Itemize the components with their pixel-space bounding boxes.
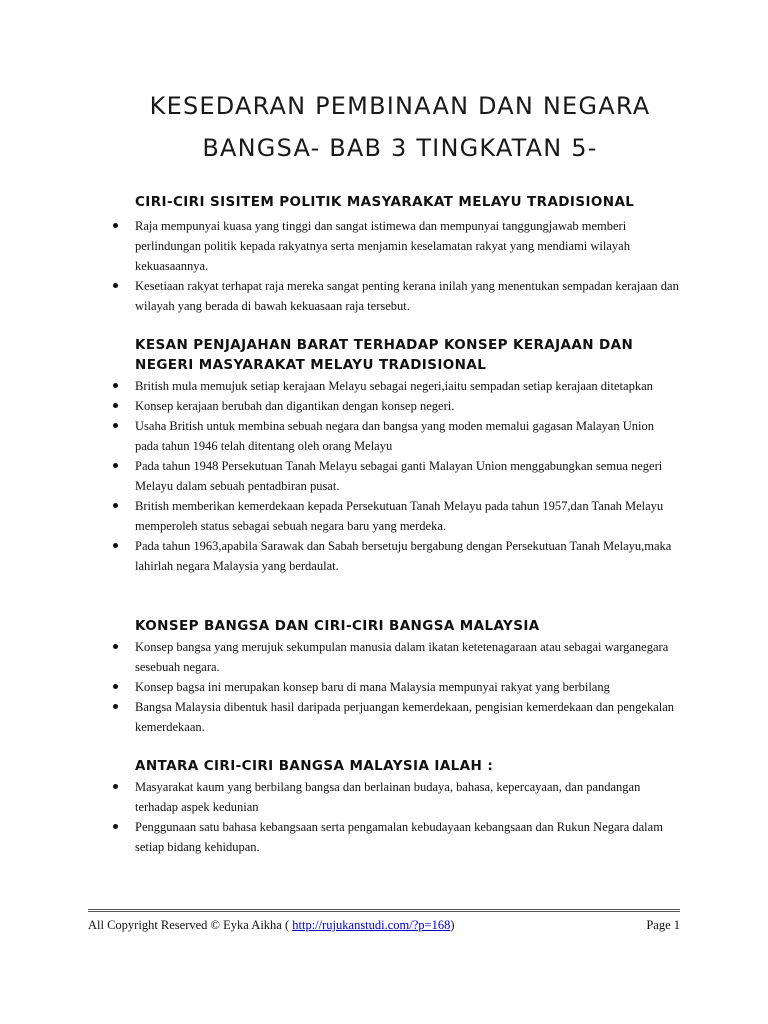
list-item: Konsep kerajaan berubah dan digantikan dengan konsep negeri. [0,396,768,416]
list-item: Konsep bangsa yang merujuk sekumpulan manusia dalam ikatan ketetenagaraan atau sebagai warganegara sesebuah negara. [0,637,768,677]
bullet-list-nation-concept [0,637,768,737]
list-item: Konsep bagsa ini merupakan konsep baru di mana Malaysia mempunyai rakyat yang berbilang [0,677,768,697]
page-footer [88,916,680,934]
document-title-line-1: KESEDARAN PEMBINAAN DAN NEGARA [149,92,651,120]
bullet-icon [113,824,118,829]
list-item: Pada tahun 1948 Persekutuan Tanah Melayu sebagai ganti Malayan Union menggabungkan semua negeri Melayu dalam sebuah pentadbiran pusat. [0,456,768,496]
list-item: Bangsa Malaysia dibentuk hasil daripada perjuangan kemerdekaan, pengisian kemerdekaan dan pengekalan kemerdekaan. [0,697,768,737]
bullet-icon [113,283,118,288]
bullet-icon [113,704,118,709]
bullet-icon [113,383,118,388]
list-item: Usaha British untuk membina sebuah negara dan bangsa yang moden memalui gagasan Malayan Union pada tahun 1946 telah ditentang oleh orang Melayu [0,416,768,456]
list-item: Penggunaan satu bahasa kebangsaan serta pengamalan kebudayaan kebangsaan dan Rukun Negara dalam setiap bidang kehidupan. [0,817,768,857]
list-item: Kesetiaan rakyat terhapat raja mereka sangat penting kerana inilah yang menentukan sempadan kerajaan dan wilayah yang berada di bawah kekuasaan raja tersebut. [0,276,768,316]
page-number: Page 1 [646,918,680,932]
section-heading-western-colonisation: KESAN PENJAJAHAN BARAT TERHADAP KONSEP KERAJAAN DAN NEGERI MASYARAKAT MELAYU TRADISIONAL [135,337,634,373]
section-heading-malaysian-traits: ANTARA CIRI-CIRI BANGSA MALAYSIA IALAH : [135,758,494,774]
bullet-icon [113,223,118,228]
document-title-line-2: BANGSA- BAB 3 TINGKATAN 5- [202,134,598,162]
list-item: Masyarakat kaum yang berbilang bangsa dan berlainan budaya, bahasa, kepercayaan, dan pandangan terhadap aspek kedunian [0,777,768,817]
bullet-list-western-colonisation [0,376,768,576]
list-item: Pada tahun 1963,apabila Sarawak dan Sabah bersetuju bergabung dengan Persekutuan Tanah Melayu,maka lahirlah negara Malaysia yang berdaulat. [0,536,768,576]
source-link[interactable]: http://rujukanstudi.com/?p=168 [292,918,451,932]
bullet-icon [113,684,118,689]
bullet-list-political-system [0,216,768,316]
copyright-suffix: ) [450,918,455,932]
copyright-text: All Copyright Reserved © Eyka Aikha ( [88,918,293,932]
bullet-list-malaysian-traits [0,777,768,857]
bullet-icon [113,423,118,428]
bullet-icon [113,644,118,649]
section-heading-political-system: CIRI-CIRI SISITEM POLITIK MASYARAKAT MELAYU TRADISIONAL [135,194,635,210]
bullet-icon [113,503,118,508]
list-item: British memberikan kemerdekaan kepada Persekutuan Tanah Melayu pada tahun 1957,dan Tanah Melayu memperoleh status sebagai sebuah negara baru yang merdeka. [0,496,768,536]
list-item: British mula memujuk setiap kerajaan Melayu sebagai negeri,iaitu sempadan setiap kerajaan ditetapkan [0,376,768,396]
list-item: Raja mempunyai kuasa yang tinggi dan sangat istimewa dan mempunyai tanggungjawab memberi perlindungan politik kepada rakyatnya serta menjamin keselamatan rakyat yang mendiami wilayah kekuasaannya. [0,216,768,276]
section-heading-nation-concept: KONSEP BANGSA DAN CIRI-CIRI BANGSA MALAYSIA [135,618,540,634]
bullet-icon [113,543,118,548]
bullet-icon [113,784,118,789]
footer-divider [88,909,680,912]
bullet-icon [113,463,118,468]
bullet-icon [113,403,118,408]
